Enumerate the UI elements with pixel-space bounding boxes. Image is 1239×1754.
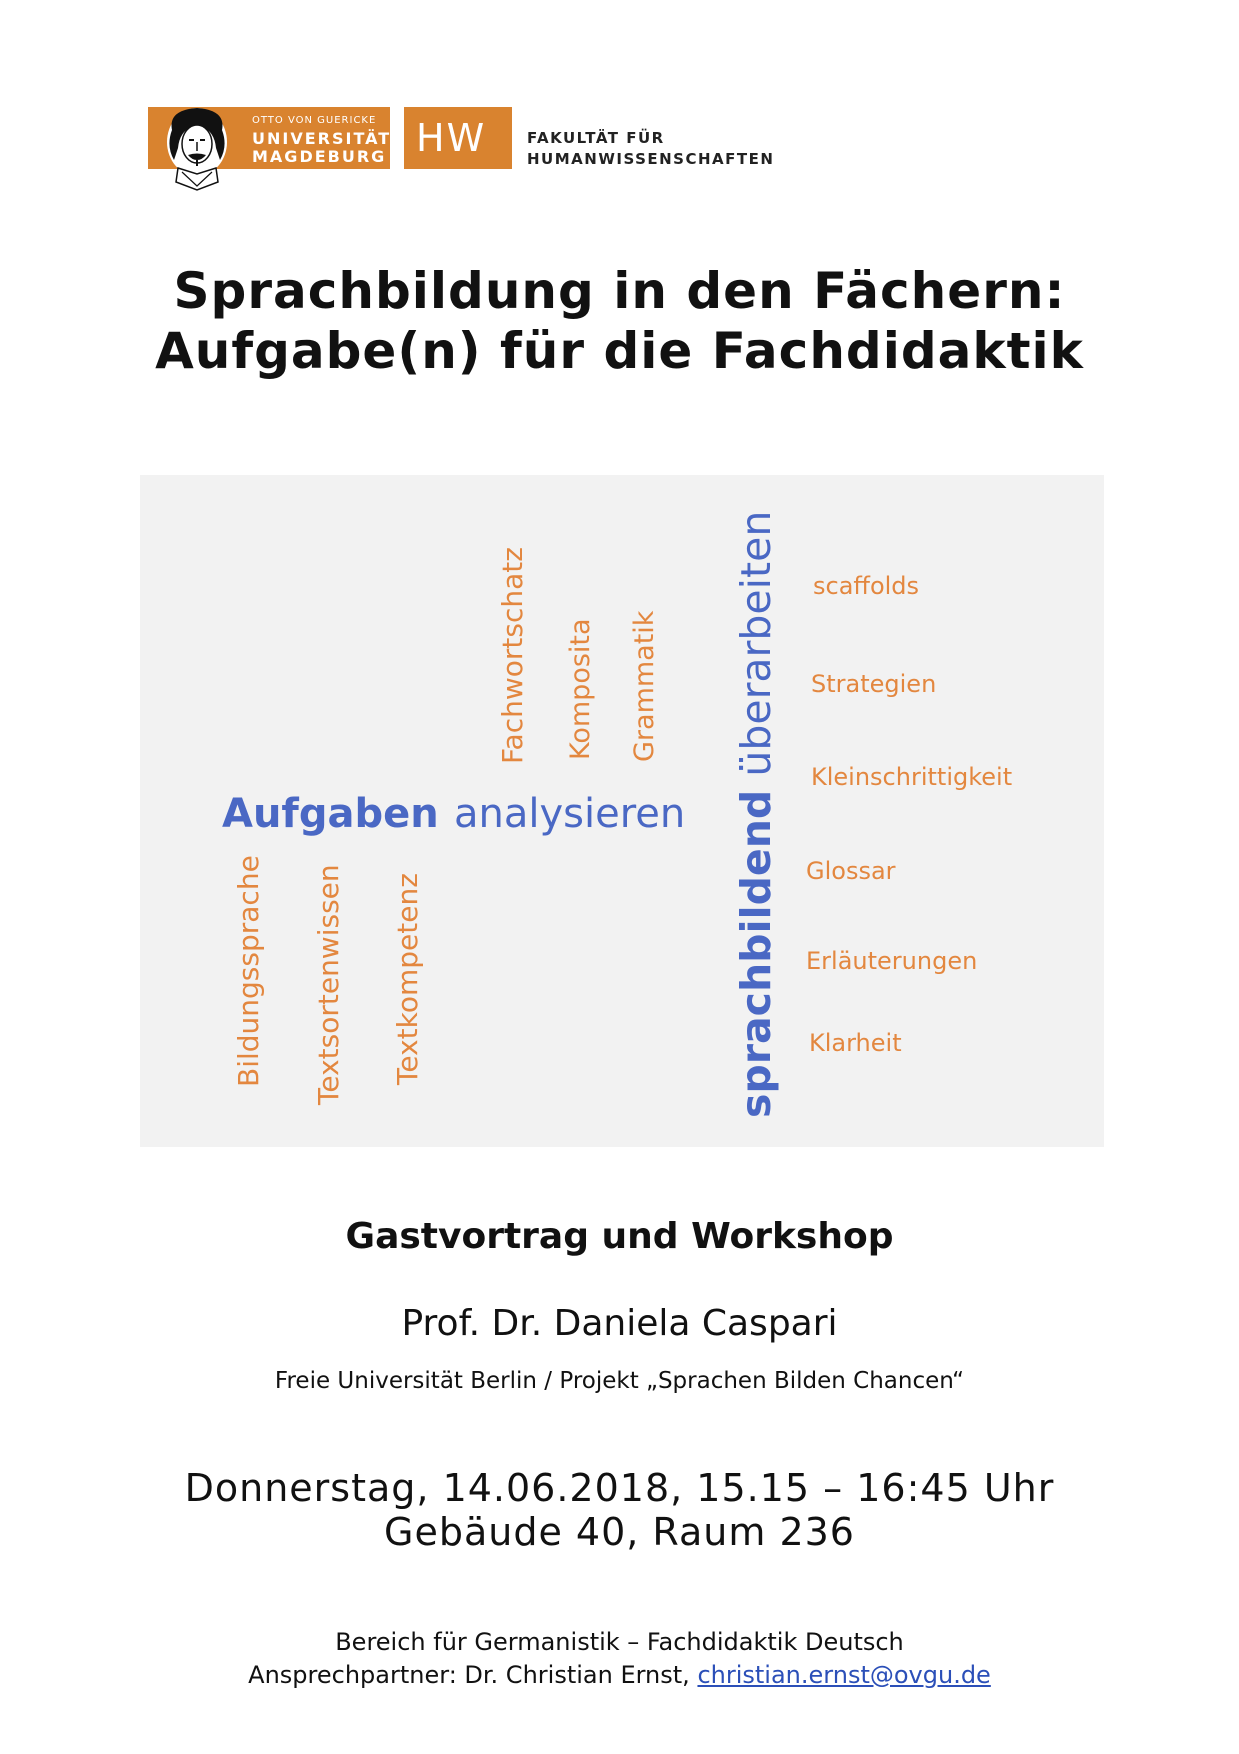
word-komposita: Komposita xyxy=(565,618,596,760)
word-sprachbildend-ueberarbeiten xyxy=(732,511,780,1118)
word-sprachbildend: sprachbildend xyxy=(732,789,780,1118)
word-glossar: Glossar xyxy=(806,857,896,885)
word-strategien: Strategien xyxy=(811,670,937,698)
hw-logo: HW xyxy=(404,107,512,169)
event-date: Donnerstag, 14.06.2018, 15.15 – 16:45 Uhr xyxy=(184,1466,1055,1510)
footer-contact-label: Ansprechpartner: Dr. Christian Ernst, xyxy=(248,1661,690,1689)
word-textsortenwissen: Textsortenwissen xyxy=(312,864,345,1105)
title-line1: Sprachbildung in den Fächern: xyxy=(173,262,1066,320)
speaker-affiliation: Freie Universität Berlin / Projekt „Sprachen Bilden Chancen“ xyxy=(274,1368,965,1394)
word-erlaeuterungen: Erläuterungen xyxy=(806,947,978,975)
guericke-portrait-icon xyxy=(158,102,236,194)
ovgu-logo-line1: OTTO VON GUERICKE xyxy=(252,115,377,126)
word-klarheit: Klarheit xyxy=(809,1029,902,1057)
wordcloud xyxy=(140,475,1104,1147)
ovgu-logo xyxy=(148,107,390,169)
word-ueberarbeiten: überarbeiten xyxy=(732,510,780,777)
word-textkompetenz: Textkompetenz xyxy=(391,873,424,1085)
event-type: Gastvortrag und Workshop xyxy=(345,1216,894,1257)
speaker-name: Prof. Dr. Daniela Caspari xyxy=(401,1303,838,1344)
ovgu-logo-line3: MAGDEBURG xyxy=(252,147,387,166)
word-scaffolds: scaffolds xyxy=(813,572,920,600)
event-location: Gebäude 40, Raum 236 xyxy=(384,1510,855,1554)
footer-department: Bereich für Germanistik – Fachdidaktik Deutsch xyxy=(335,1628,904,1656)
faculty-line2: HUMANWISSENSCHAFTEN xyxy=(527,150,775,168)
title-line2: Aufgabe(n) für die Fachdidaktik xyxy=(155,322,1084,380)
footer-contact xyxy=(0,1661,1239,1689)
faculty-line1: FAKULTÄT FÜR xyxy=(527,129,665,147)
word-aufgaben: Aufgaben xyxy=(222,791,439,837)
word-grammatik: Grammatik xyxy=(629,610,660,762)
ovgu-logo-line2: UNIVERSITÄT xyxy=(252,129,392,148)
word-analysieren: analysieren xyxy=(454,791,686,837)
contact-email-link[interactable]: christian.ernst@ovgu.de xyxy=(697,1661,991,1689)
word-kleinschrittigkeit: Kleinschrittigkeit xyxy=(811,763,1013,791)
word-bildungssprache: Bildungssprache xyxy=(232,855,265,1087)
word-fachwortschatz: Fachwortschatz xyxy=(496,547,529,764)
